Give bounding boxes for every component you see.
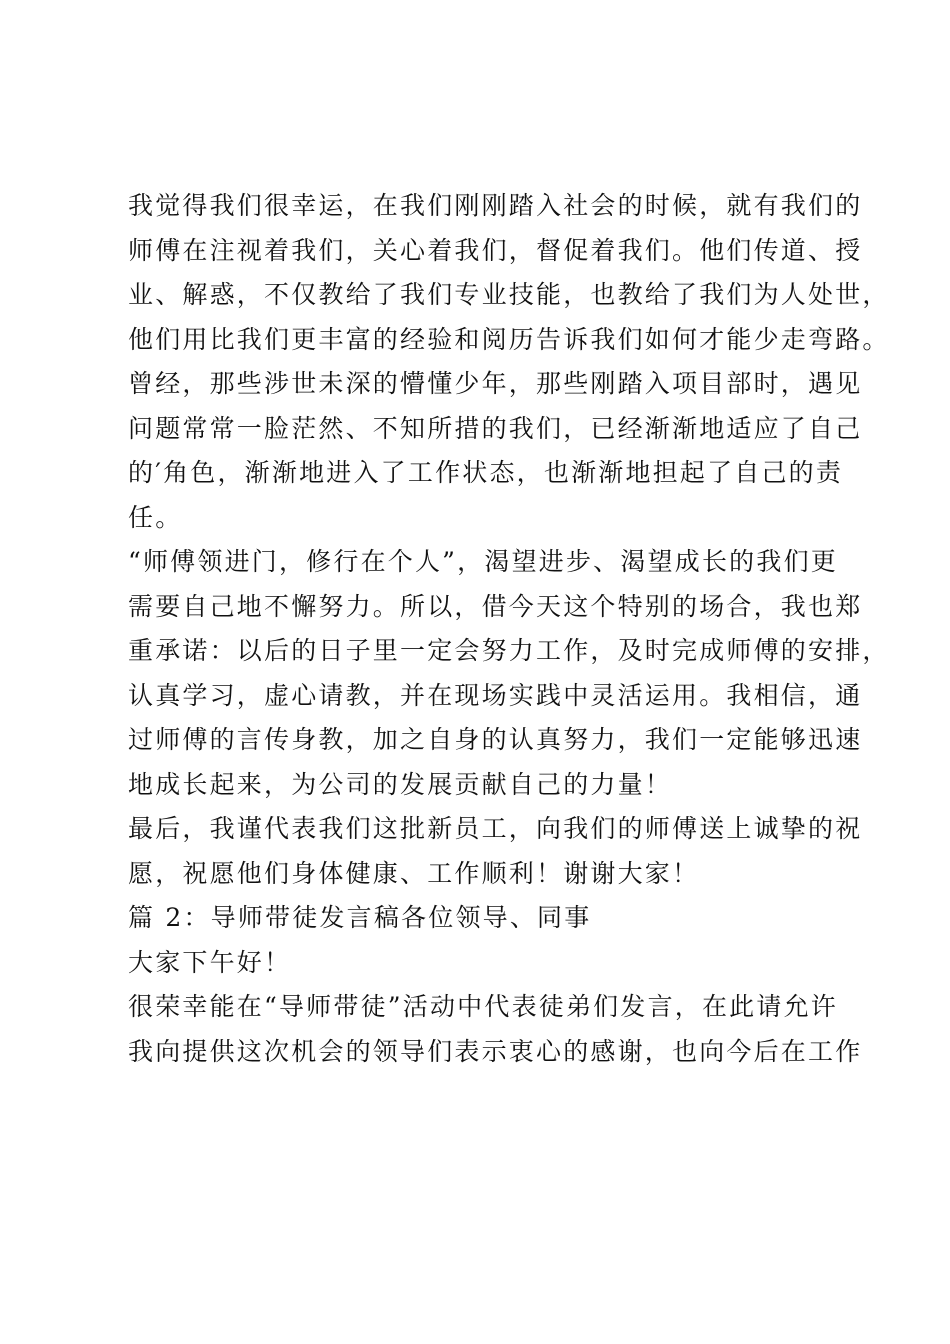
text-line: 问题常常一脸茫然、不知所措的我们，已经渐渐地适应了自己 — [128, 413, 863, 443]
text-line: 业、解惑，不仅教给了我们专业技能，也教给了我们为人处世， — [128, 280, 890, 309]
text-line: 很荣幸能在“导师带徒”活动中代表徒弟们发言，在此请允许 — [128, 992, 838, 1021]
text-line: 认真学习，虚心请教，并在现场实践中灵活运用。我相信，通 — [128, 680, 863, 710]
text-line: 大家下午好！ — [128, 947, 292, 977]
text-line: 他们用比我们更丰富的经验和阅历告诉我们如何才能少走弯路。 — [128, 324, 890, 354]
text-line: 最后，我谨代表我们这批新员工，向我们的师傅送上诚挚的祝 — [128, 814, 863, 843]
text-line: 过师傅的言传身教，加之自身的认真努力，我们一定能够迅速 — [128, 725, 863, 754]
document-body — [128, 184, 890, 1074]
text-line: 我向提供这次机会的领导们表示衷心的感谢，也向今后在工作 — [128, 1036, 863, 1066]
text-line: 需要自己地不懈努力。所以，借今天这个特别的场合，我也郑 — [128, 591, 863, 621]
text-line: 地成长起来，为公司的发展贡献自己的力量！ — [128, 769, 673, 799]
text-line: 重承诺：以后的日子里一定会努力工作，及时完成师傅的安排， — [128, 636, 890, 665]
text-line: 任。 — [128, 502, 183, 532]
text-line: 的′角色，渐渐地进入了工作状态，也渐渐地担起了自己的责 — [128, 458, 844, 487]
section-heading: 篇 2：导师带徒发言稿各位领导、同事 — [128, 903, 592, 932]
text-line: 师傅在注视着我们，关心着我们，督促着我们。他们传道、授 — [128, 235, 863, 265]
text-line: “师傅领进门，修行在个人”，渴望进步、渴望成长的我们更 — [128, 547, 838, 576]
text-line: 我觉得我们很幸运，在我们刚刚踏入社会的时候，就有我们的 — [128, 191, 863, 220]
text-line: 曾经，那些涉世未深的懵懂少年，那些刚踏入项目部时，遇见 — [128, 369, 863, 398]
text-line: 愿，祝愿他们身体健康、工作顺利！谢谢大家！ — [128, 858, 700, 888]
